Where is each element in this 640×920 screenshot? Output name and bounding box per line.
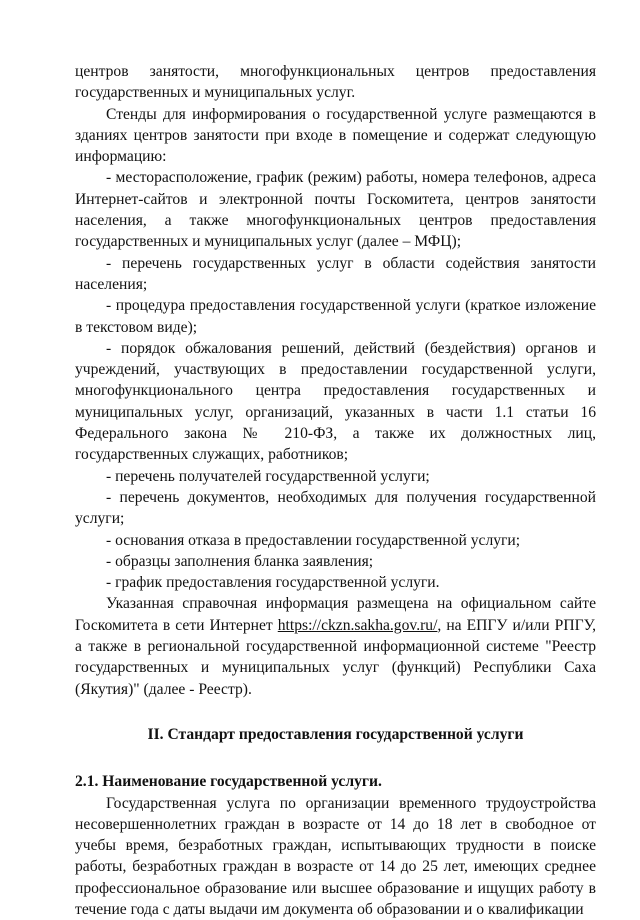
document-page bbox=[75, 61, 596, 920]
paragraph-service-name: Государственная услуга по организации временного трудоустройства несовершеннолетних граждан в возрасте от 14 до 18 лет в свободное от учебы время, безработных граждан, испытывающих трудности в поиске работы, безработных граждан в возрасте от 14 до 25 лет, имеющих среднее профессиональное образование или высшее образование и ищущих работу в течение года с даты выдачи им документа об образовании и о квалификации bbox=[75, 793, 596, 920]
list-item-refusal: - основания отказа в предоставлении государственной услуги; bbox=[75, 530, 596, 551]
info-text-before: Указанная справочная информация размещена на официальном сайте Госкомитета в сети Интернет bbox=[75, 595, 596, 633]
info-text-after: , на ЕПГУ и/или РПГУ, а также в региональной государственной информационной системе "Реестр государственных и муниципальных услуг (функций) Республики Саха (Якутия)" (далее - Реестр). bbox=[75, 617, 596, 698]
list-item-location: - месторасположение, график (режим) работы, номера телефонов, адреса Интернет-сайтов и электронной почты Госкомитета, центров занятости населения, а также многофункциональных центров предоставления государственных и муниципальных услуг (далее – МФЦ); bbox=[75, 167, 596, 252]
list-item-samples: - образцы заполнения бланка заявления; bbox=[75, 551, 596, 572]
paragraph-stands: Стенды для информирования о государственной услуге размещаются в зданиях центров занятости при входе в помещение и содержат следующую информацию: bbox=[75, 104, 596, 168]
subsection-heading: 2.1. Наименование государственной услуги. bbox=[75, 771, 596, 792]
list-item-documents: - перечень документов, необходимых для получения государственной услуги; bbox=[75, 487, 596, 530]
website-link[interactable]: https://ckzn.sakha.gov.ru/ bbox=[278, 617, 438, 634]
list-item-schedule: - график предоставления государственной услуги. bbox=[75, 572, 596, 593]
list-item-procedure: - процедура предоставления государственной услуги (краткое изложение в текстовом виде); bbox=[75, 295, 596, 338]
paragraph-info bbox=[75, 593, 596, 699]
paragraph-continuation: центров занятости, многофункциональных центров предоставления государственных и муниципальных услуг. bbox=[75, 61, 596, 104]
list-item-appeal: - порядок обжалования решений, действий (бездействия) органов и учреждений, участвующих в предоставлении государственной услуги, многофункционального центра предоставления государственных и муниципальных услуг, организаций, указанных в части 1.1 статьи 16 Федерального закона № 210-ФЗ, а также их должностных лиц, государственных служащих, работников; bbox=[75, 338, 596, 466]
list-item-recipients: - перечень получателей государственной услуги; bbox=[75, 466, 596, 487]
section-heading: II. Стандарт предоставления государственной услуги bbox=[75, 724, 596, 745]
list-item-services: - перечень государственных услуг в области содействия занятости населения; bbox=[75, 253, 596, 296]
